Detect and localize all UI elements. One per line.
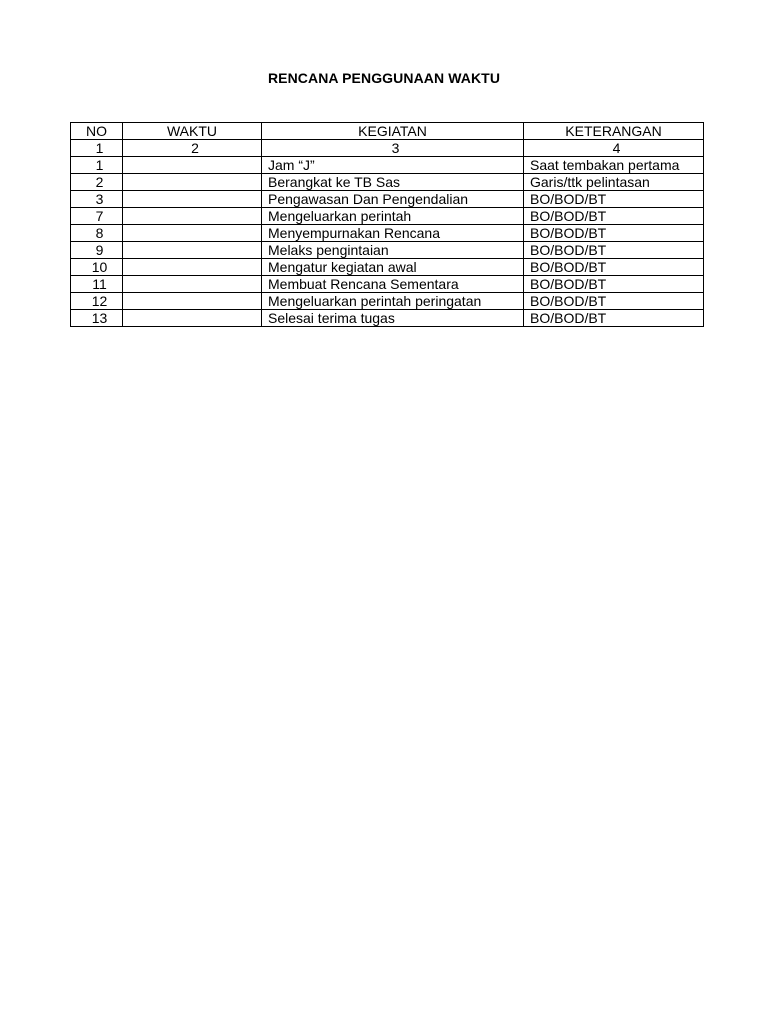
table-row	[71, 310, 704, 327]
row-no: 7	[71, 208, 123, 225]
table-body	[71, 157, 704, 327]
schedule-table	[70, 122, 704, 327]
table-row	[71, 276, 704, 293]
table-head	[71, 123, 704, 157]
table-row	[71, 242, 704, 259]
row-no: 2	[71, 174, 123, 191]
row-keterangan: BO/BOD/BT	[524, 191, 704, 208]
header-no: NO	[71, 123, 123, 140]
index-cell: 1	[71, 140, 123, 157]
row-keterangan: Garis/ttk pelintasan	[524, 174, 704, 191]
header-kegiatan: KEGIATAN	[262, 123, 524, 140]
row-kegiatan: Selesai terima tugas	[262, 310, 524, 327]
page-title: RENCANA PENGGUNAAN WAKTU	[267, 70, 501, 86]
table-row	[71, 259, 704, 276]
row-keterangan: BO/BOD/BT	[524, 225, 704, 242]
table-row	[71, 191, 704, 208]
table-row	[71, 225, 704, 242]
row-no: 10	[71, 259, 123, 276]
table-row	[71, 208, 704, 225]
index-cell: 2	[123, 140, 262, 157]
header-waktu: WAKTU	[123, 123, 262, 140]
row-waktu	[123, 242, 262, 259]
row-kegiatan: Jam “J”	[262, 157, 524, 174]
row-kegiatan: Mengeluarkan perintah	[262, 208, 524, 225]
row-waktu	[123, 276, 262, 293]
row-keterangan: BO/BOD/BT	[524, 208, 704, 225]
row-keterangan: BO/BOD/BT	[524, 259, 704, 276]
row-kegiatan: Mengeluarkan perintah peringatan	[262, 293, 524, 310]
row-kegiatan: Menyempurnakan Rencana	[262, 225, 524, 242]
row-kegiatan: Pengawasan Dan Pengendalian	[262, 191, 524, 208]
row-keterangan: Saat tembakan pertama	[524, 157, 704, 174]
row-waktu	[123, 310, 262, 327]
table-row	[71, 293, 704, 310]
row-keterangan: BO/BOD/BT	[524, 293, 704, 310]
row-kegiatan: Mengatur kegiatan awal	[262, 259, 524, 276]
column-index-row	[71, 140, 704, 157]
table-row	[71, 174, 704, 191]
row-keterangan: BO/BOD/BT	[524, 276, 704, 293]
row-waktu	[123, 208, 262, 225]
table-row	[71, 157, 704, 174]
row-waktu	[123, 225, 262, 242]
row-no: 8	[71, 225, 123, 242]
row-no: 13	[71, 310, 123, 327]
row-kegiatan: Membuat Rencana Sementara	[262, 276, 524, 293]
header-keterangan: KETERANGAN	[524, 123, 704, 140]
row-waktu	[123, 157, 262, 174]
row-keterangan: BO/BOD/BT	[524, 242, 704, 259]
row-no: 12	[71, 293, 123, 310]
row-no: 3	[71, 191, 123, 208]
row-no: 11	[71, 276, 123, 293]
header-row	[71, 123, 704, 140]
index-cell: 3	[262, 140, 524, 157]
row-no: 1	[71, 157, 123, 174]
row-waktu	[123, 293, 262, 310]
row-no: 9	[71, 242, 123, 259]
index-cell: 4	[524, 140, 704, 157]
row-waktu	[123, 174, 262, 191]
row-waktu	[123, 259, 262, 276]
row-keterangan: BO/BOD/BT	[524, 310, 704, 327]
row-waktu	[123, 191, 262, 208]
row-kegiatan: Melaks pengintaian	[262, 242, 524, 259]
row-kegiatan: Berangkat ke TB Sas	[262, 174, 524, 191]
